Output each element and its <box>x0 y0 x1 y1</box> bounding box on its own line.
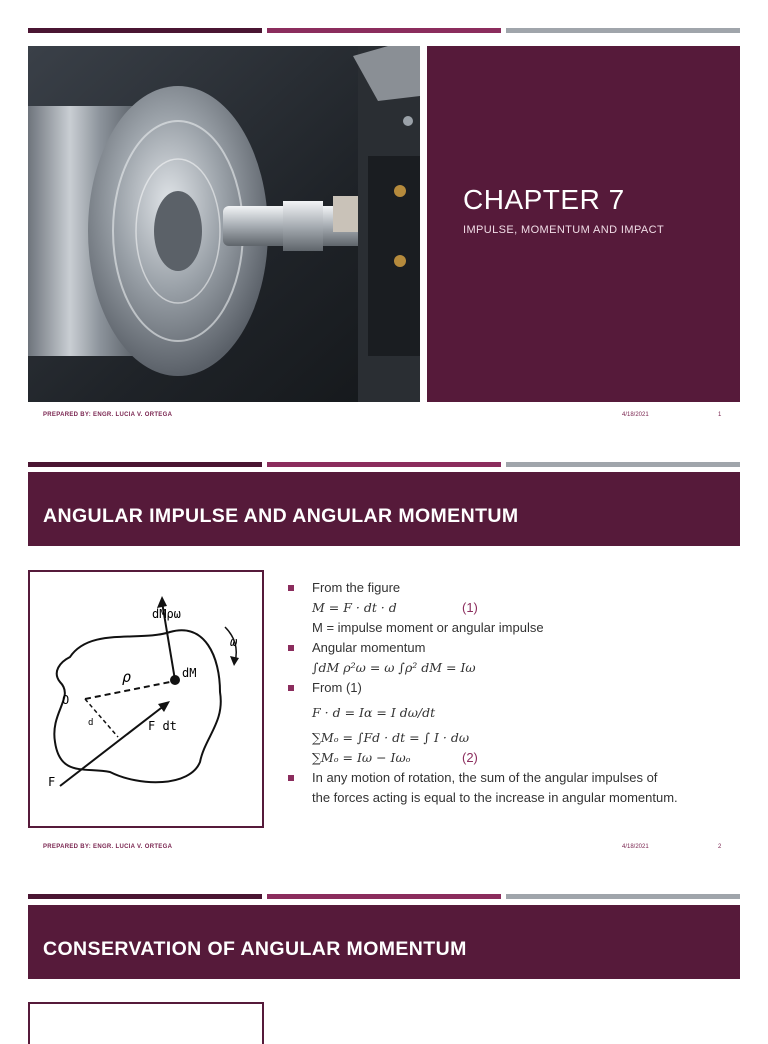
equation-tag-2: (2) <box>462 750 478 765</box>
title-panel <box>427 46 740 402</box>
list-item <box>288 578 738 598</box>
bullet-marker <box>288 775 294 781</box>
prepared-by: PREPARED BY: ENGR. LUCIA V. ORTEGA <box>43 844 173 850</box>
slide-date: 4/18/2021 <box>622 844 649 850</box>
accent-bar-gray <box>506 462 740 467</box>
list-item <box>288 768 738 788</box>
accent-bar-gray <box>506 894 740 899</box>
bullet-marker <box>288 685 294 691</box>
rigid-body-diagram <box>30 572 262 826</box>
label-dm: dM <box>182 666 197 680</box>
rotation-arrowhead <box>230 656 239 666</box>
item-text-line-2: the forces acting is equal to the increase in angular momentum. <box>312 790 678 805</box>
equation-3: F · d = Iα = I dω/dt <box>312 705 436 720</box>
top-accent-bars <box>28 28 740 33</box>
chapter-subtitle: IMPULSE, MOMENTUM AND IMPACT <box>463 224 665 236</box>
item-text: From (1) <box>312 680 362 695</box>
top-accent-bars <box>28 894 740 899</box>
top-accent-bars <box>28 462 740 467</box>
body-outline <box>54 630 220 782</box>
label-rho: ρ <box>122 668 132 686</box>
definition-text: M = impulse moment or angular impulse <box>312 620 544 635</box>
slide-date: 4/18/2021 <box>622 412 649 418</box>
accent-bar-mid <box>267 462 501 467</box>
item-text-line-1: In any motion of rotation, the sum of the angular impulses of <box>312 770 658 785</box>
force-arrowhead <box>158 701 170 712</box>
equation-2: ∫dM ρ²ω = ω ∫ρ² dM = Iω <box>312 660 476 675</box>
equation-row <box>288 658 738 678</box>
bullet-marker <box>288 585 294 591</box>
rigid-body-figure <box>28 570 264 828</box>
equation-row <box>288 728 738 748</box>
label-omega: ω <box>230 635 238 649</box>
label-fdt: F dt <box>148 719 177 733</box>
lathe-illustration <box>28 46 420 402</box>
item-text: From the figure <box>312 580 401 595</box>
accent-bar-dark <box>28 894 262 899</box>
chapter-title: CHAPTER 7 <box>463 184 625 215</box>
figure-box <box>28 1002 264 1044</box>
slide-content <box>288 578 738 808</box>
slide-3 <box>0 894 768 1024</box>
label-f: F <box>48 775 56 789</box>
slide-footer <box>0 844 768 856</box>
accent-bar-mid <box>267 894 501 899</box>
equation-row <box>288 698 738 728</box>
lathe-photo <box>28 46 420 402</box>
bullet-marker <box>288 645 294 651</box>
list-item <box>288 678 738 698</box>
slide-number: 1 <box>718 412 722 418</box>
definition-row <box>288 618 738 638</box>
slide-2 <box>0 462 768 892</box>
accent-bar-gray <box>506 28 740 33</box>
label-origin: O <box>62 693 70 707</box>
list-item-continuation <box>288 788 738 808</box>
accent-bar-mid <box>267 28 501 33</box>
section-header <box>28 905 740 979</box>
equation-4: ∑Mₒ = ∫Fd · dt = ∫ I · dω <box>312 730 470 745</box>
mass-element <box>170 675 180 685</box>
label-d: d <box>88 718 94 728</box>
equation-5: ∑Mₒ = Iω − Iωₒ <box>312 750 411 765</box>
equation-1: M = F · dt · d <box>312 600 397 615</box>
section-title: CONSERVATION OF ANGULAR MOMENTUM <box>43 938 467 960</box>
accent-bar-dark <box>28 28 262 33</box>
list-item <box>288 638 738 658</box>
slide-footer <box>0 412 768 424</box>
item-text: Angular momentum <box>312 640 426 655</box>
section-title: ANGULAR IMPULSE AND ANGULAR MOMENTUM <box>43 505 519 527</box>
label-dm-rho-omega: dMρω <box>152 607 181 621</box>
equation-row <box>288 748 738 768</box>
accent-bar-dark <box>28 462 262 467</box>
equation-row <box>288 598 738 618</box>
slide-1 <box>0 28 768 458</box>
slide-number: 2 <box>718 844 722 850</box>
prepared-by: PREPARED BY: ENGR. LUCIA V. ORTEGA <box>43 412 173 418</box>
section-header <box>28 472 740 546</box>
equation-tag-1: (1) <box>462 600 478 615</box>
